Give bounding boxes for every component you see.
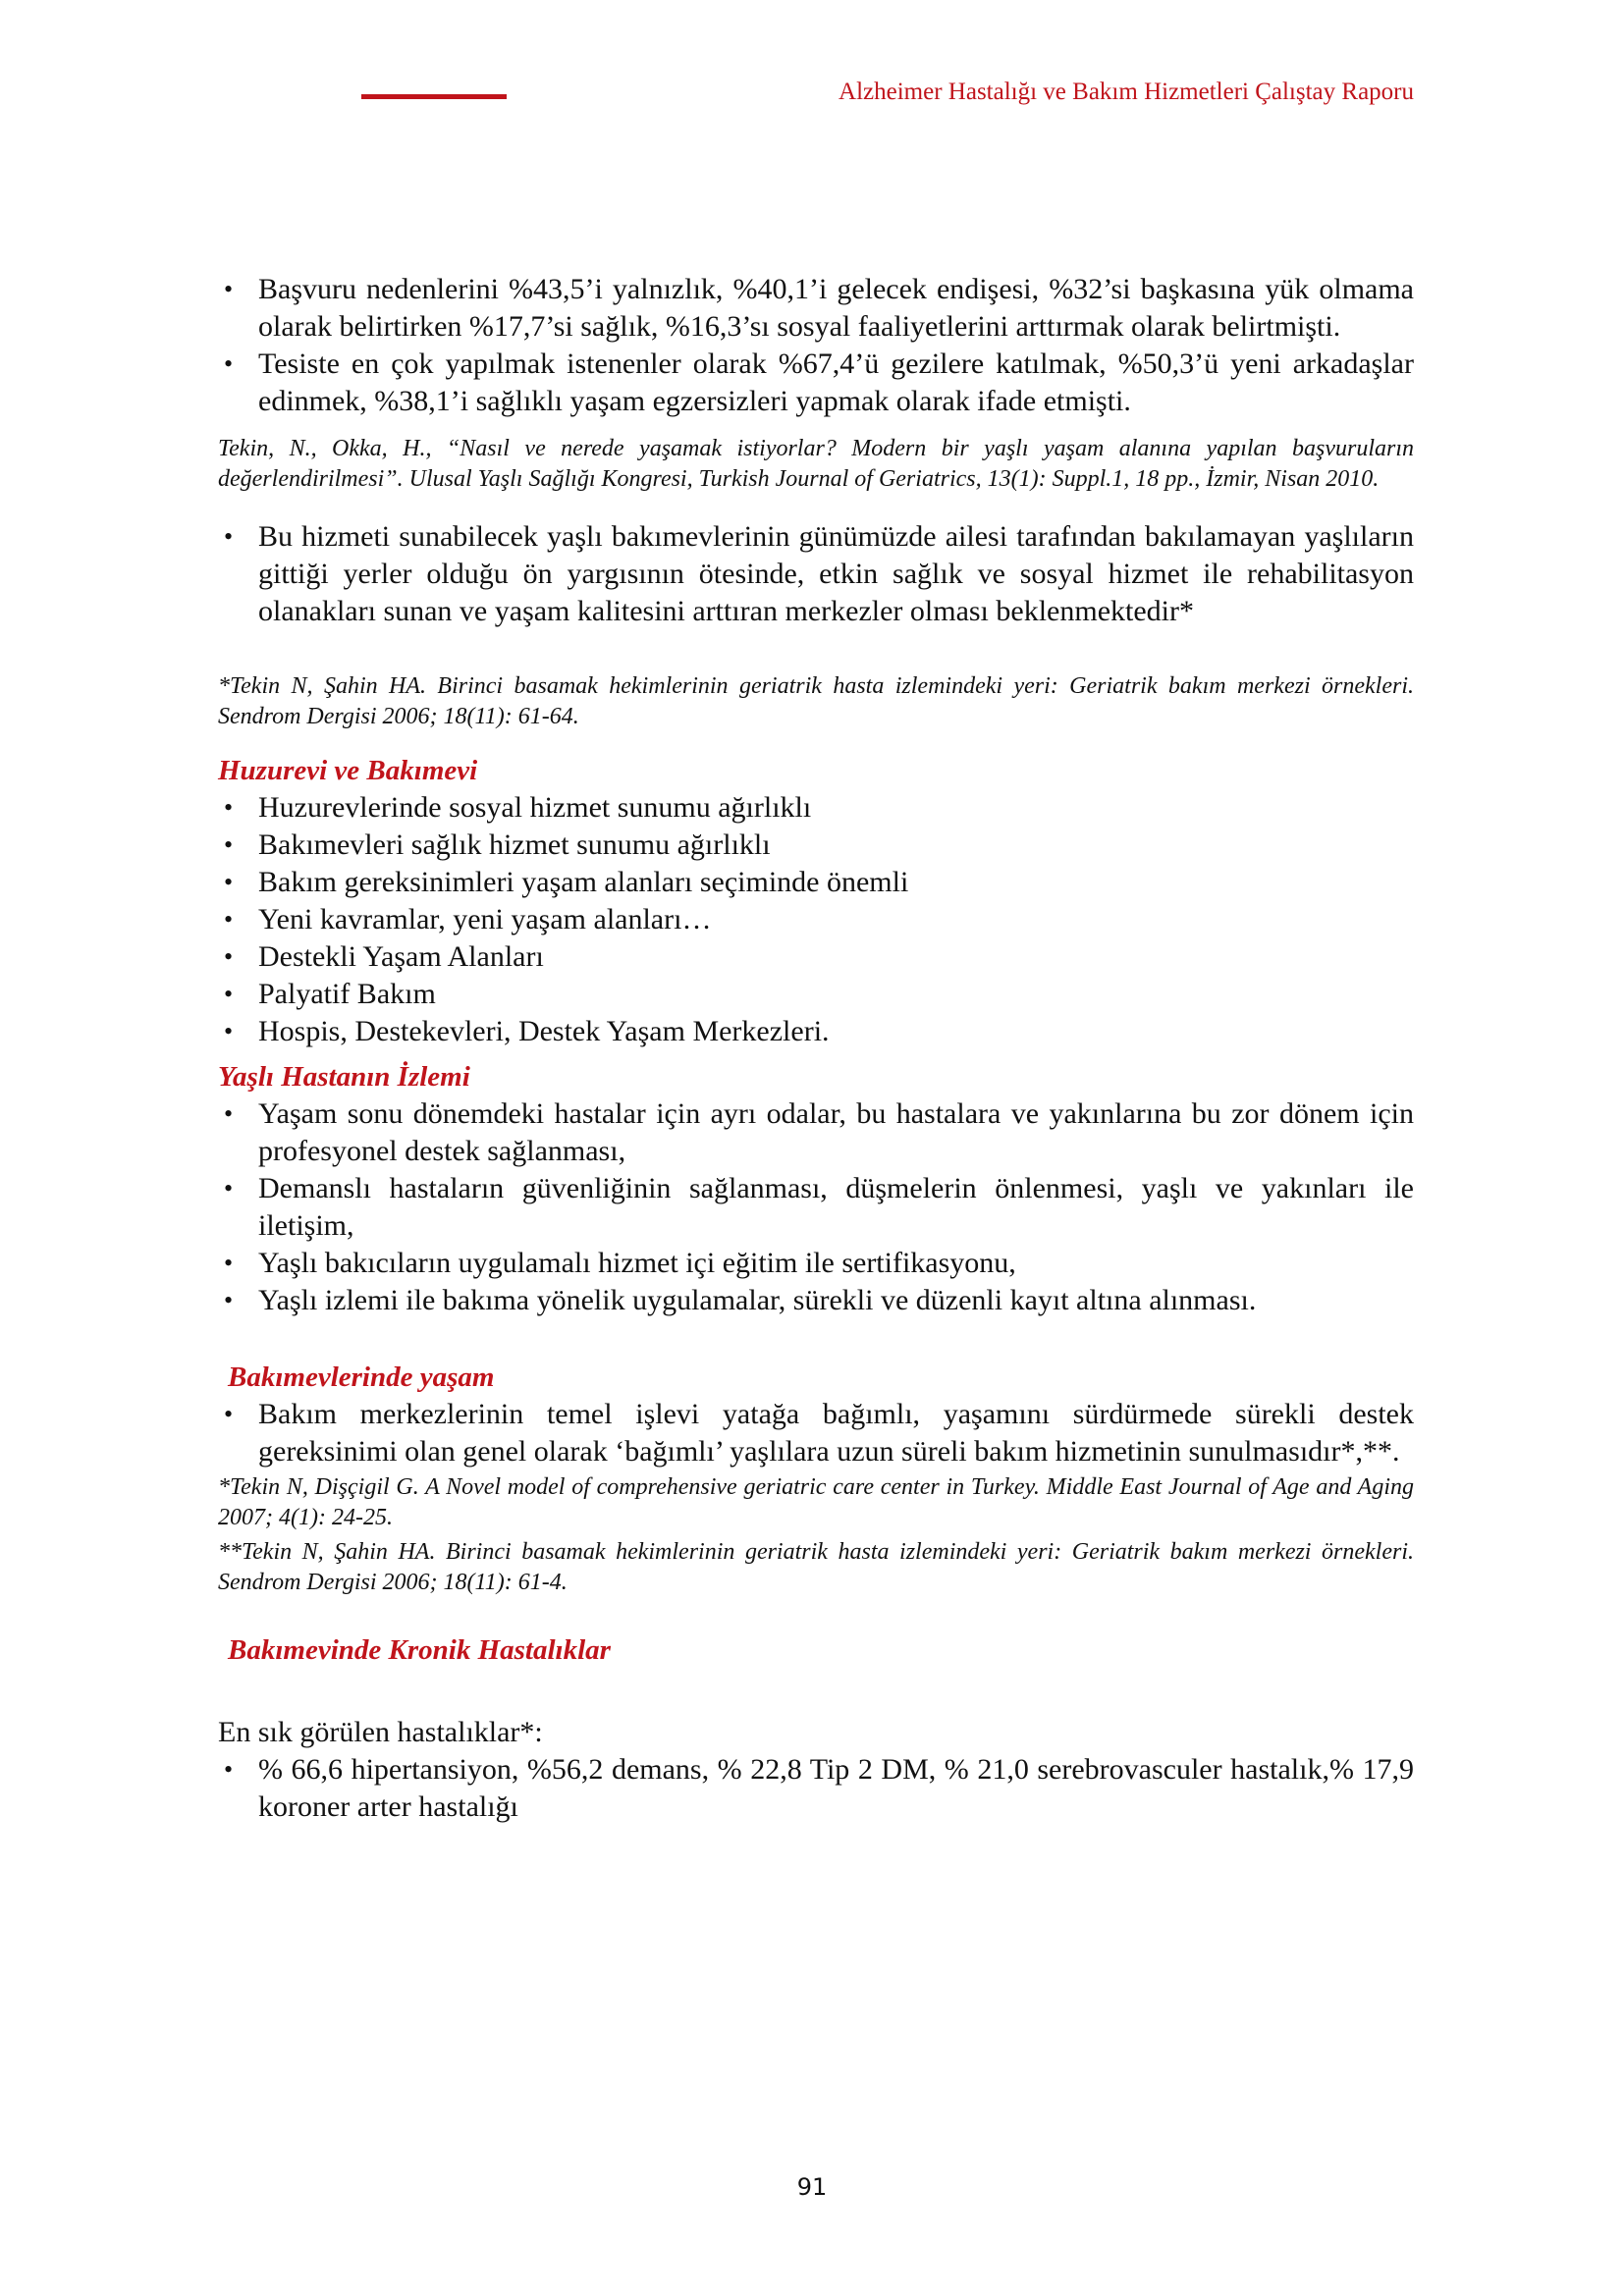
- list-item: • Demanslı hastaların güvenliğinin sağlanması, düşmelerin önlenmesi, yaşlı ve yakınları ile iletişim,: [218, 1170, 1414, 1245]
- list-item: • Destekli Yaşam Alanları: [218, 938, 1414, 976]
- bullet-list: [218, 1396, 1414, 1470]
- list-item: • Bakımevleri sağlık hizmet sunumu ağırlıklı: [218, 827, 1414, 864]
- section-heading: Bakımevinde Kronik Hastalıklar: [228, 1634, 611, 1666]
- list-item: • Bu hizmeti sunabilecek yaşlı bakımevlerinin günümüzde ailesi tarafından bakılamayan yaşlıların gittiği yerler olduğu ön yargısının ötesinde, etkin sağlık ve sosyal hizmet ile rehabilitasyon olanakları sunan ve yaşam kalitesini arttıran merkezler olması beklenmektedir*: [218, 518, 1414, 630]
- bullet-list: [218, 1751, 1414, 1826]
- list-item: • Hospis, Destekevleri, Destek Yaşam Merkezleri.: [218, 1013, 1414, 1050]
- list-item: • Yaşlı izlemi ile bakıma yönelik uygulamalar, sürekli ve düzenli kayıt altına alınması.: [218, 1282, 1414, 1319]
- running-header: Alzheimer Hastalığı ve Bakım Hizmetleri Çalıştay Raporu: [839, 79, 1414, 105]
- reference-note: Tekin, N., Okka, H., “Nasıl ve nerede yaşamak istiyorlar? Modern bir yaşlı yaşam alanına yapılan başvuruların değerlendirilmesi”. Ulusal Yaşlı Sağlığı Kongresi, Turkish Journal of Geriatrics, 13(1): Suppl.1, 18 pp., İzmir, Nisan 2010.: [218, 436, 1414, 492]
- reference-note: *Tekin N, Dişçigil G. A Novel model of comprehensive geriatric care center in Turkey. Middle East Journal of Age and Aging 2007; 4(1): 24-25.: [218, 1474, 1414, 1530]
- section-heading: Huzurevi ve Bakımevi: [218, 755, 478, 786]
- page-body: [218, 271, 1414, 1826]
- list-item: • Palyatif Bakım: [218, 976, 1414, 1013]
- list-item: • Bakım gereksinimleri yaşam alanları seçiminde önemli: [218, 864, 1414, 901]
- intro-text: En sık görülen hastalıklar*:: [218, 1716, 543, 1748]
- list-item: • Tesiste en çok yapılmak istenenler olarak %67,4’ü gezilere katılmak, %50,3’ü yeni arkadaşlar edinmek, %38,1’i sağlıklı yaşam egzersizleri yapmak olarak ifade etmişti.: [218, 346, 1414, 420]
- page-number: 91: [796, 2173, 828, 2201]
- section-heading: Yaşlı Hastanın İzlemi: [218, 1061, 470, 1093]
- list-item: • Başvuru nedenlerini %43,5’i yalnızlık, %40,1’i gelecek endişesi, %32’si başkasına yük olmama olarak belirtirken %17,7’si sağlık, %16,3’sı sosyal faaliyetlerini arttırmak olarak belirtmişti.: [218, 271, 1414, 346]
- header-accent-rule: [361, 94, 507, 99]
- reference-note: **Tekin N, Şahin HA. Birinci basamak hekimlerinin geriatrik hasta izlemindeki yeri: Geriatrik bakım merkezi örnekleri. Sendrom Dergisi 2006; 18(11): 61-4.: [218, 1539, 1414, 1595]
- list-item: • Yaşam sonu dönemdeki hastalar için ayrı odalar, bu hastalara ve yakınlarına bu zor dönem için profesyonel destek sağlanması,: [218, 1095, 1414, 1170]
- bullet-list: [218, 518, 1414, 630]
- bullet-list: [218, 271, 1414, 420]
- list-item: • Huzurevlerinde sosyal hizmet sunumu ağırlıklı: [218, 789, 1414, 827]
- bullet-list: [218, 789, 1414, 1050]
- list-item: • Yeni kavramlar, yeni yaşam alanları…: [218, 901, 1414, 938]
- reference-note: *Tekin N, Şahin HA. Birinci basamak hekimlerinin geriatrik hasta izlemindeki yeri: Geriatrik bakım merkezi örnekleri. Sendrom Dergisi 2006; 18(11): 61-64.: [218, 673, 1414, 729]
- section-heading: Bakımevlerinde yaşam: [228, 1362, 495, 1393]
- bullet-list: [218, 1095, 1414, 1319]
- list-item: • % 66,6 hipertansiyon, %56,2 demans, % 22,8 Tip 2 DM, % 21,0 serebrovasculer hastalık,% 17,9 koroner arter hastalığı: [218, 1751, 1414, 1826]
- list-item: • Bakım merkezlerinin temel işlevi yatağa bağımlı, yaşamını sürdürmede sürekli destek gereksinimi olan genel olarak ‘bağımlı’ yaşlılara uzun süreli bakım hizmetinin sunulmasıdır*,**.: [218, 1396, 1414, 1470]
- list-item: • Yaşlı bakıcıların uygulamalı hizmet içi eğitim ile sertifikasyonu,: [218, 1245, 1414, 1282]
